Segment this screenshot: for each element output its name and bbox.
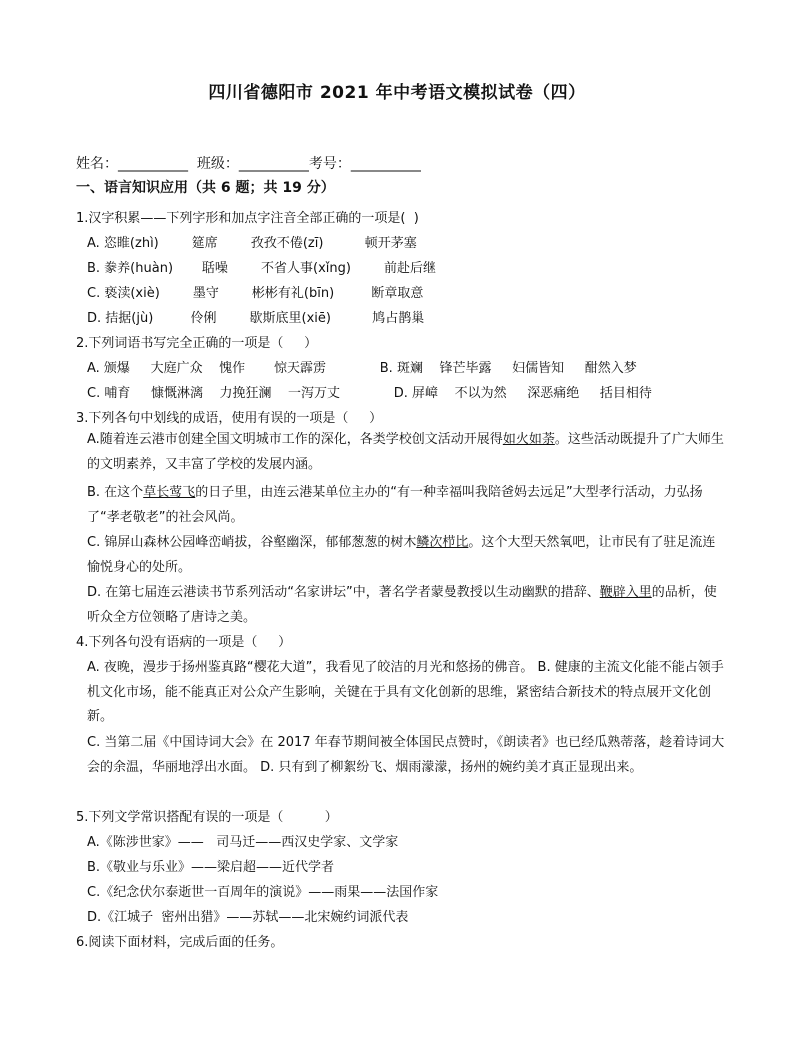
question-3-option-d xyxy=(87,581,727,630)
question-5-option-b: B.《敬业与乐业》——梁启超——近代学者 xyxy=(87,860,335,875)
option-text: 的日子里，由连云港某单位主办的“有一种幸福叫我陪爸妈去远足”大型孝行活动，力弘扬了“孝老敬老”的社会风尚。 xyxy=(87,485,703,525)
underlined-idiom: 鞭辟入里 xyxy=(599,585,652,600)
option-text: B. 在这个 xyxy=(87,485,144,500)
question-2-options-ab: A. 颁爆 大庭广众 愧作 惊天霹雳 B. 斑斓 锋芒毕露 妇儒皆知 酣然入梦 xyxy=(87,361,637,376)
question-1-option-c: C. 亵渎(xiè) 墨守 彬彬有礼(bīn) 断章取意 xyxy=(87,286,424,301)
question-1-option-d: D. 拮据(jù) 伶俐 歇斯底里(xiē) 鸠占鹊巢 xyxy=(87,311,425,326)
question-3-option-c xyxy=(87,531,727,580)
option-text: A.随着连云港市创建全国文明城市工作的深化，各类学校创文活动开展得 xyxy=(87,432,503,447)
underlined-idiom: 如火如荼 xyxy=(502,432,555,447)
question-3-stem: 3.下列各句中划线的成语，使用有误的一项是（ ） xyxy=(76,411,383,426)
option-text: D. 在第七届连云港读书节系列活动“名家讲坛”中，著名学者蒙曼教授以生动幽默的措辞、 xyxy=(87,585,600,600)
question-4-options-ab: A. 夜晚，漫步于扬州鉴真路“樱花大道”，我看见了皎洁的月光和悠扬的佛音。 B. 健康的主流文化能不能占领手机文化市场，能不能真正对公众产生影响，关键在于具有文化创新的思维，紧密结合新技术的特点展开文化创新。 xyxy=(87,660,724,724)
section-heading: 一、语言知识应用（共 6 题；共 19 分） xyxy=(76,180,335,196)
question-3-option-b xyxy=(87,481,727,530)
option-text: C. 锦屏山森林公园峰峦峭拔，谷壑幽深，郁郁葱葱的树木 xyxy=(87,535,417,550)
question-2-stem: 2.下列词语书写完全正确的一项是（ ） xyxy=(76,336,318,351)
option-text: 。这个大型天然氧吧，让市民有了驻足流连愉悦身心的处所。 xyxy=(87,535,716,575)
question-1-stem: 1.汉字积累——下列字形和加点字注音全部正确的一项是( ) xyxy=(76,211,419,226)
question-5-option-a: A.《陈涉世家》—— 司马迁——西汉史学家、文学家 xyxy=(87,835,399,850)
question-3-option-a xyxy=(87,428,727,477)
option-text: 的品析，使听众全方位领略了唐诗之美。 xyxy=(87,585,717,625)
student-info-line: 姓名：__________ 班级：__________考号：__________ xyxy=(76,156,421,172)
question-5-option-c: C.《纪念伏尔泰逝世一百周年的演说》——雨果——法国作家 xyxy=(87,885,439,900)
page-title: 四川省德阳市 2021 年中考语文模拟试卷（四） xyxy=(208,83,586,103)
question-5-option-d: D.《江城子 密州出猎》——苏轼——北宋婉约词派代表 xyxy=(87,910,409,925)
underlined-idiom: 鳞次栉比 xyxy=(416,535,469,550)
underlined-idiom: 草长莺飞 xyxy=(143,485,196,500)
question-5-stem: 5.下列文学常识搭配有误的一项是（ ） xyxy=(76,810,338,825)
question-4-stem: 4.下列各句没有语病的一项是（ ） xyxy=(76,635,292,650)
question-4-options-cd: C. 当第二届《中国诗词大会》在 2017 年春节期间被全体国民点赞时，《朗读者》也已经瓜熟蒂落，趁着诗词大会的余温，华丽地浮出水面。 D. 只有到了柳絮纷飞、烟雨濛濛，扬州的婉约美才真正显现出来。 xyxy=(87,735,725,775)
question-1-option-b: B. 豢养(huàn) 聒噪 不省人事(xǐng) 前赴后继 xyxy=(87,261,436,276)
question-6-stem: 6.阅读下面材料，完成后面的任务。 xyxy=(76,935,284,950)
question-1-option-a: A. 恣睢(zhì) 筵席 孜孜不倦(zī) 顿开茅塞 xyxy=(87,236,417,251)
question-2-options-cd: C. 哺育 慷慨淋漓 力挽狂澜 一泻万丈 D. 屏嶂 不以为然 深恶痛绝 括目相待 xyxy=(87,386,652,401)
option-text: 。这些活动既提升了广大师生的文明素养，又丰富了学校的发展内涵。 xyxy=(87,432,724,472)
